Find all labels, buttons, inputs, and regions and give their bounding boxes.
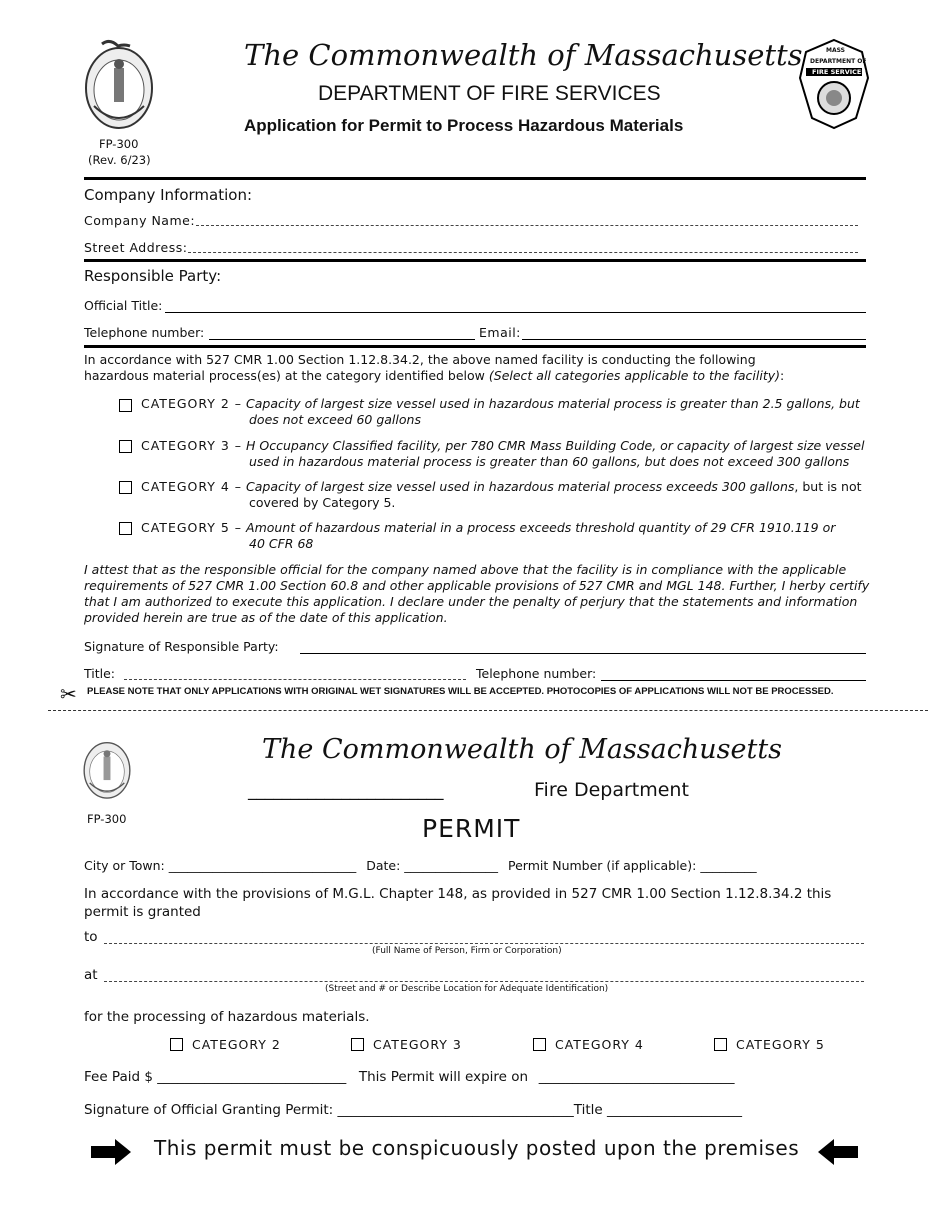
company-name-field[interactable] <box>196 225 858 226</box>
official-title-field[interactable] <box>165 312 866 313</box>
category-4-desc-line2: covered by Category 5. <box>249 495 396 510</box>
at-label: at <box>84 967 98 983</box>
category-5-key: CATEGORY 5 – <box>141 520 243 535</box>
to-label: to <box>84 929 98 945</box>
city-label: City or Town: <box>84 858 165 873</box>
category-5-text <box>141 520 881 552</box>
processing-text: for the processing of hazardous materials. <box>84 1009 370 1025</box>
official-title-field-permit[interactable]: ____________________ <box>607 1102 742 1118</box>
category-2-key: CATEGORY 2 – <box>141 396 243 411</box>
badge-dept: DEPARTMENT OF <box>810 58 867 65</box>
state-seal <box>80 36 158 136</box>
right-arrow-icon <box>89 1137 133 1171</box>
category-3-key: CATEGORY 3 – <box>141 438 243 453</box>
permit-category-3-checkbox[interactable] <box>351 1038 364 1051</box>
category-3-desc-line1: H Occupancy Classified facility, per 780 CMR Mass Building Code, or capacity of largest size vessel <box>246 438 865 453</box>
category-4-checkbox[interactable] <box>119 481 132 494</box>
badge-fire-services: FIRE SERVICES <box>812 68 867 76</box>
signature-field[interactable] <box>300 653 866 654</box>
permit-category-4-label: CATEGORY 4 <box>555 1037 644 1052</box>
category-5-desc-line1: Amount of hazardous material in a process exceeds threshold quantity of 29 CFR 1910.119 or <box>246 520 836 535</box>
email-label: Email: <box>479 325 521 340</box>
permit-category-5-checkbox[interactable] <box>714 1038 727 1051</box>
attest-line-4: provided herein are true as of the date of this application. <box>84 610 448 625</box>
scissors-icon: ✂ <box>60 682 77 706</box>
wet-signature-notice: PLEASE NOTE THAT ONLY APPLICATIONS WITH ORIGINAL WET SIGNATURES WILL BE ACCEPTED. PHOTOCOPIES OF APPLICATIONS WILL NOT BE PROCESSED. <box>87 686 834 697</box>
category-5-checkbox[interactable] <box>119 522 132 535</box>
fire-dept-name-field[interactable]: _______________________ <box>248 781 444 801</box>
permit-number-label: Permit Number (if applicable): <box>508 858 697 873</box>
permit-title: PERMIT <box>422 814 521 843</box>
company-heading: Company Information: <box>84 186 253 204</box>
company-name-label: Company Name: <box>84 213 196 228</box>
official-signature-label: Signature of Official Granting Permit: <box>84 1102 334 1118</box>
divider-top <box>84 177 866 180</box>
fire-services-badge <box>798 38 870 130</box>
permit-category-2-label: CATEGORY 2 <box>192 1037 281 1052</box>
expire-label: This Permit will expire on <box>358 1069 529 1085</box>
fee-label: Fee Paid $ <box>84 1069 153 1085</box>
permit-category-3-label: CATEGORY 3 <box>373 1037 462 1052</box>
category-5-desc-line2: 40 CFR 68 <box>249 536 314 551</box>
intro-body: In accordance with 527 CMR 1.00 Section 1.12.8.34.2, the above named facility is conducting the following hazardous material process(es) at the category identified below <box>84 352 756 383</box>
expire-field[interactable]: _____________________________ <box>538 1069 735 1085</box>
provisions-text <box>84 885 831 921</box>
date-label: Date: <box>366 858 401 873</box>
official-sig-row <box>84 1102 742 1118</box>
intro-colon: : <box>780 368 785 383</box>
permit-commonwealth-title: The Commonwealth of Massachusetts <box>262 734 783 765</box>
fee-row <box>84 1069 734 1085</box>
category-2-desc-line1: Capacity of largest size vessel used in hazardous material process is greater than 2.5 gallons, but <box>246 396 860 411</box>
attestation <box>84 562 884 626</box>
date-field[interactable]: _______________ <box>404 858 499 873</box>
intro-text <box>84 352 824 384</box>
attest-line-1: I attest that as the responsible official for the company named above that the facility is in compliance with the applicable <box>84 562 847 577</box>
fire-dept-label: Fire Department <box>534 779 689 801</box>
fee-field[interactable]: ____________________________ <box>157 1069 347 1085</box>
attest-title-label: Title: <box>84 666 115 681</box>
official-signature-field[interactable]: ___________________________________ <box>337 1102 574 1118</box>
category-4-desc-line1: Capacity of largest size vessel used in hazardous material process exceeds 300 gallons <box>246 479 795 494</box>
left-arrow-icon <box>816 1137 860 1171</box>
city-row <box>84 858 757 873</box>
category-3-checkbox[interactable] <box>119 440 132 453</box>
form-number: FP-300 <box>99 137 139 151</box>
category-4-key: CATEGORY 4 – <box>141 479 243 494</box>
permit-form-number: FP-300 <box>87 812 127 826</box>
provisions-line-1: In accordance with the provisions of M.G.L. Chapter 148, as provided in 527 CMR 1.00 Section 1.12.8.34.2 this <box>84 886 832 902</box>
street-address-field[interactable] <box>188 252 858 253</box>
telephone-label: Telephone number: <box>84 325 205 340</box>
category-2-checkbox[interactable] <box>119 399 132 412</box>
attest-phone-field[interactable] <box>601 680 866 681</box>
category-3-text <box>141 438 881 470</box>
massachusetts-seal-icon <box>80 36 158 136</box>
email-field[interactable] <box>522 339 866 340</box>
grantee-name-field[interactable] <box>104 943 864 944</box>
category-4-desc-plain: , but is not <box>794 479 862 494</box>
city-field[interactable]: ______________________________ <box>168 858 357 873</box>
badge-mass: MASS <box>826 47 845 54</box>
form-revision: (Rev. 6/23) <box>88 153 151 167</box>
attest-line-2: requirements of 527 CMR 1.00 Section 60.8 and other applicable provisions of 527 CMR and MGL 148. Further, I herby certify <box>84 578 870 593</box>
provisions-line-2: permit is granted <box>84 904 201 920</box>
at-caption: (Street and # or Describe Location for Adequate Identification) <box>325 984 609 994</box>
street-address-label: Street Address: <box>84 240 188 255</box>
telephone-field[interactable] <box>209 339 475 340</box>
attest-line-3: that I am authorized to execute this application. I declare under the penalty of perjury that the statements and information <box>84 594 858 609</box>
divider-intro <box>84 345 866 348</box>
cut-line <box>48 710 928 711</box>
permit-seal <box>80 734 134 804</box>
intro-select-note: (Select all categories applicable to the facility) <box>488 368 780 383</box>
attest-title-field[interactable] <box>124 679 466 680</box>
official-title-label: Official Title: <box>84 298 163 313</box>
posted-notice: This permit must be conspicuously posted upon the premises <box>154 1136 800 1160</box>
category-3-desc-line2: used in hazardous material process is greater than 60 gallons, but does not exceed 300 gallons <box>249 454 850 469</box>
category-2-text <box>141 396 871 428</box>
responsible-heading: Responsible Party: <box>84 267 222 285</box>
permit-category-5-label: CATEGORY 5 <box>736 1037 825 1052</box>
category-4-text <box>141 479 881 511</box>
commonwealth-title: The Commonwealth of Massachusetts <box>244 38 803 72</box>
form-title: Application for Permit to Process Hazardous Materials <box>244 116 684 135</box>
attest-phone-label: Telephone number: <box>476 666 597 681</box>
official-title-label-permit: Title <box>573 1102 603 1118</box>
divider-responsible <box>84 259 866 262</box>
permit-category-2-checkbox[interactable] <box>170 1038 183 1051</box>
permit-category-4-checkbox[interactable] <box>533 1038 546 1051</box>
to-caption: (Full Name of Person, Firm or Corporation) <box>372 946 562 956</box>
location-field[interactable] <box>104 981 864 982</box>
category-2-desc-line2: does not exceed 60 gallons <box>249 412 421 427</box>
massachusetts-seal-icon <box>80 734 134 804</box>
signature-label: Signature of Responsible Party: <box>84 639 279 654</box>
department-name: DEPARTMENT OF FIRE SERVICES <box>318 82 661 105</box>
permit-number-field[interactable]: _________ <box>700 858 757 873</box>
